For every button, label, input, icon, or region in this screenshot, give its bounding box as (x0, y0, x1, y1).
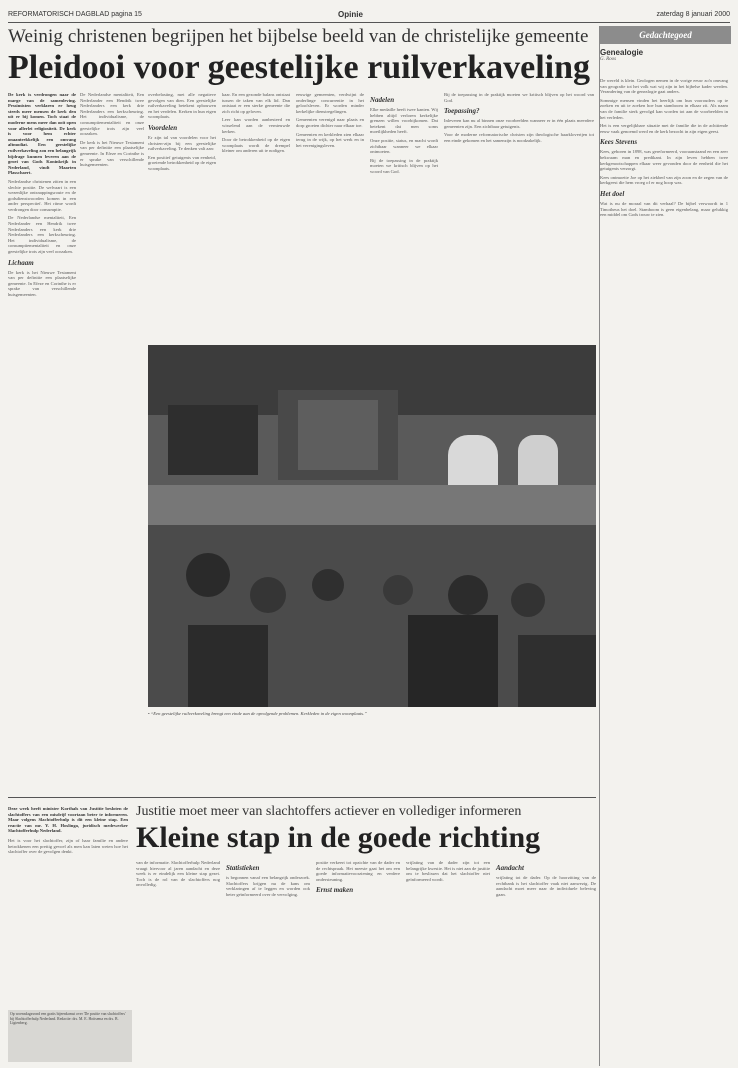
article1-headline: Pleidooi voor geestelijke ruilverkaveling (8, 49, 591, 86)
subhead-lichaam: Lichaam (8, 258, 34, 267)
article2-fineprint: Op woensdagavond een gratis bijeenkomst over 'De positie van slachtoffers' bij Slachtofferhulp Nederland. Redactie: drs. M. E. Hoitsema en drs. B. Ligtenberg. (8, 1010, 132, 1062)
article2-column-4 (406, 860, 490, 1060)
sidebar-title: Genealogie (600, 48, 644, 57)
paragraph: Bij de toepassing in de praktijk moeten we kritisch blijven op het woord van God. (444, 92, 594, 103)
paragraph: De kerk is het Nieuwe Testament van per definitie een plaatselijke gemeente. In Efeze en Corinthe is er sprake van verschillende huisgemeenten. (8, 269, 76, 297)
photo-caption: • “Een geestelijke ruilverkaveling brengt een einde aan de opvolgende problemen. Kerkleden in de eigen woonplaats.” (148, 711, 367, 716)
paragraph: vrijlating van de dader zijn tot een belangrijke kwestie. Het is niet aan de justitie om te beslissen dat het slachtoffer niet geïnformeerd wordt. (406, 860, 490, 882)
article1-column-1b (80, 92, 144, 802)
paragraph: is begonnen vanaf een belangrijk onderzoek. Slachtoffers krijgen nu de kans om verklaringen af te leggen en worden ook beter geïnformeerd over de vervolging. (226, 875, 310, 897)
paragraph: Sommige mensen vinden het heerlijk om hun voorouders op te zoeken en uit te zoeken hoe hun stamboom in elkaar zit. Als naam van de familie sterk gevolgd kan worden tot aan de voorbeelden in het verleden. (600, 97, 728, 120)
paragraph: De Nederlandse mentaliteit, Een Nederlander een Hendrik twee Nederlanders een kerk drie Nederlanders een kerkscheuring. Het individualisme, de consumptiementaliteit en onze geestelijke trots zijn veel oorzaken. (8, 215, 76, 255)
article1-column-4 (296, 92, 364, 342)
section-divider (8, 797, 596, 798)
paragraph: overbelasting, met alle negatieve gevolgen van dien. Een geestelijke ruilverkaveling betekent opbouwen en het verdelen. Kerken in hun eigen woonplaats. (148, 92, 216, 120)
article1-column-2 (148, 92, 216, 342)
article2-column-5 (496, 860, 596, 1060)
paragraph: Onze positie, status, en macht wordt zichtbaar wanneer we elkaar ontmoeten. (370, 137, 438, 155)
article1-column-5 (370, 92, 438, 342)
paragraph: Bij de toepassing in de praktijk moeten we kritisch blijven op het woord van God. (370, 157, 438, 174)
paragraph: positie verkeert tot opzichte van de dader en de rechtspraak. Het meeste gaat het om een goede informatievoorziening en verdere ondersteuning. (316, 860, 400, 882)
paragraph: Voor de moderne reformatorische christen zijn theologische haarkloverijen tot een einde gekomen en het samenzijn is noodzakelijk. (444, 132, 594, 143)
subhead-kees-stevens: Kees Stevens (600, 138, 638, 147)
paragraph: Het is een vergelijkbare situatie met de familie die in de achttiende eeuw vaak genoemd werd en de kerk bezocht in zijn eigen geest. (600, 123, 728, 134)
article2-column-3 (316, 860, 400, 1060)
paragraph: De Nederlandse mentaliteit, Een Nederlander een Hendrik twee Nederlanders een kerk drie Nederlanders een kerkscheuring. Het individualisme, de consumptiementaliteit en onze geestelijke trots zijn veel oorzaken. (80, 92, 144, 137)
church-interior-illustration (148, 345, 596, 707)
paragraph: Door de betrokkenheid op de eigen woonplaats wordt de drempel kleiner om anderen uit te nodigen. (222, 137, 290, 154)
article2-column-1 (136, 860, 220, 1060)
subhead-het-doel: Het doel (600, 189, 625, 198)
masthead-section: Opinie (338, 10, 363, 19)
paragraph: eeuwige gemeenten, verdwijnt de onderlinge concurrentie in het geloofsleven. Er worden minder kerkelijke dienstregelingen. (296, 92, 364, 114)
paragraph: Er zijn tal van voordelen voor het christen-zijn bij een geestelijke ruilverkaveling. Te denken valt aan: (148, 134, 216, 152)
church-interior-photo (148, 345, 596, 707)
paragraph: Gemeenten verenigd naar plaats en dorp groeien dichter naar elkaar toe. (296, 117, 364, 128)
paragraph: De wereld is klein. Geologen nemen in de vorige eeuw zo'n omvang van geografie tot het volk wat wij zijn in het bijbelse kader werden. Verandering van de genealogie gaat anders. (600, 78, 728, 95)
paragraph: Gemeenten en kerkleden zien elkaar terug in de wijk, op het werk en in het verenigingsleven. (296, 131, 364, 148)
paragraph: Leer kan worden aanbesteed en wisselend aan de vernieuwde kerken. (222, 117, 290, 134)
article1-lead: De kerk is verdrongen naar de marge van de samenleving. Pessimisten verklaren er heug steeds meer mensen de kerk den uit er bij komen. Toch staat de moderne mens meer dan ooit open voor allerlei religiositeit. De kerk is voor hem echter onaantrekkelijk een omvang altmodiat. Een geestelijke ruilverkaveling zou een belangrijk bijdrage kunnen leveren aan de groei van Gods Koninkrijk in Nederland, vindt Maarten Plasschaert. (8, 92, 76, 176)
article2-kicker: Justitie moet meer van slachtoffers actiever en vollediger informeren (136, 804, 522, 819)
article2-intro: Deze week heeft minister Korthals van Justitie besloten de slachtoffers van een misdrijf voortaan beter te informeren. Maar volgens Slachtofferhulp is dit een kleine stap. Een reactie van mr. Y. H. Hoslinga, juridisch medewerker Slachtofferhulp Nederland. (8, 806, 128, 834)
subhead-toepassing: Toepassing? (444, 107, 480, 116)
article1-column-3 (222, 92, 290, 342)
paragraph: kaar. En een gezonde balans ontstaat tussen de taken van elk lid. Dan ontstaat er een sterke gemeente die zich richt op geloven. (222, 92, 290, 114)
sidebar-text (600, 78, 728, 1058)
subhead-voordelen: Voordelen (148, 123, 178, 132)
paragraph: Wat is nu de moraal van dit verhaal? De bijbel verwoordt in 1 Timotheus het doel. Stamboom is geen eigenbelang, maar gelukkig een middel om Gods trouw te zien. (600, 200, 728, 218)
sidebar-header: Gedachtegoed (600, 26, 731, 44)
paragraph: vrijlating tot de dader. Op de hoorzitting van de rechtbank is het slachtoffer vaak niet aanwezig. De aandacht moet meer naar de individuele beleving gaan. (496, 875, 596, 897)
paragraph: Inleveren kan nu al binnen onze voorbeelden wanneer er in één plaats meerdere gemeenten zijn. Een zichtbaar getuigenis. (444, 118, 594, 129)
masthead (8, 8, 730, 22)
paragraph: van de informatie. Slachtofferhulp Nederland vraagt hiervoor al jaren aandacht en deze week is er eindelijk een kleine stap gezet. Toch is de rol van de slachtoffers nog onvolledig. (136, 860, 220, 888)
article1-kicker: Weinig christenen begrijpen het bijbelse beeld van de christelijke gemeente (8, 26, 589, 47)
paragraph: Een positief getuigenis van eenheid, groeiende betrokkenheid op de eigen woonplaats. (148, 154, 216, 171)
sidebar-column (599, 26, 731, 1066)
paragraph: Elke medaille heeft twee kanten. Wij hebben altijd verloren kerkelijke grenzen willen voorbijkomen. Dat betekent dat men soms moeilijkheden heeft. (370, 107, 438, 135)
article2-intro-paragraph: Het is voor het slachtoffer, zijn of haar familie en andere betrokkenen een prettig gevoel als men kan laten weten hoe het slachtoffer over de gevolgen denkt. (8, 837, 128, 855)
sidebar-author: G. Roos (600, 57, 617, 62)
paragraph: Kees, geboren in 1898, was gereformeerd, vooraanstaand en een zeer bekwaam man en predikant. In zijn leven hebben twee kerkgenootschappen elkaar weer gevonden door de eenheid die het getuigenis verzorgt. (600, 149, 728, 172)
subhead-ernst-maken: Ernst maken (316, 886, 354, 895)
paragraph: Nederlandse christenen zitten in een slechte positie. De welvaart is een wezenlijke ontsnappingsroute en de godsdienstwoorden komen in een ander perspectief. Het ritme wordt verdrongen door consumptie. (8, 178, 76, 212)
subhead-nadelen: Nadelen (370, 96, 395, 104)
paragraph: De kerk is het Nieuwe Testament van per definitie een plaatselijke gemeente. In Efeze en Corinthe is er sprake van verschillende huisgemeenten. (80, 139, 144, 168)
article2-column-2 (226, 860, 310, 1060)
subhead-aandacht: Aandacht (496, 864, 525, 872)
article2-headline: Kleine stap in de goede richting (136, 821, 541, 854)
subhead-statistieken: Statistieken (226, 864, 260, 872)
article1-column-1 (8, 92, 76, 802)
masthead-date: zaterdag 8 januari 2000 (656, 11, 730, 18)
paragraph: Kees ontmoette Joe op het ziekbed van zijn zoon en de zegen van de kerkgeest die hem vroeg of er nog hoop was. (600, 174, 728, 186)
masthead-paper-name: REFORMATORISCH DAGBLAD pagina 15 (8, 11, 142, 18)
masthead-rule (8, 22, 730, 23)
